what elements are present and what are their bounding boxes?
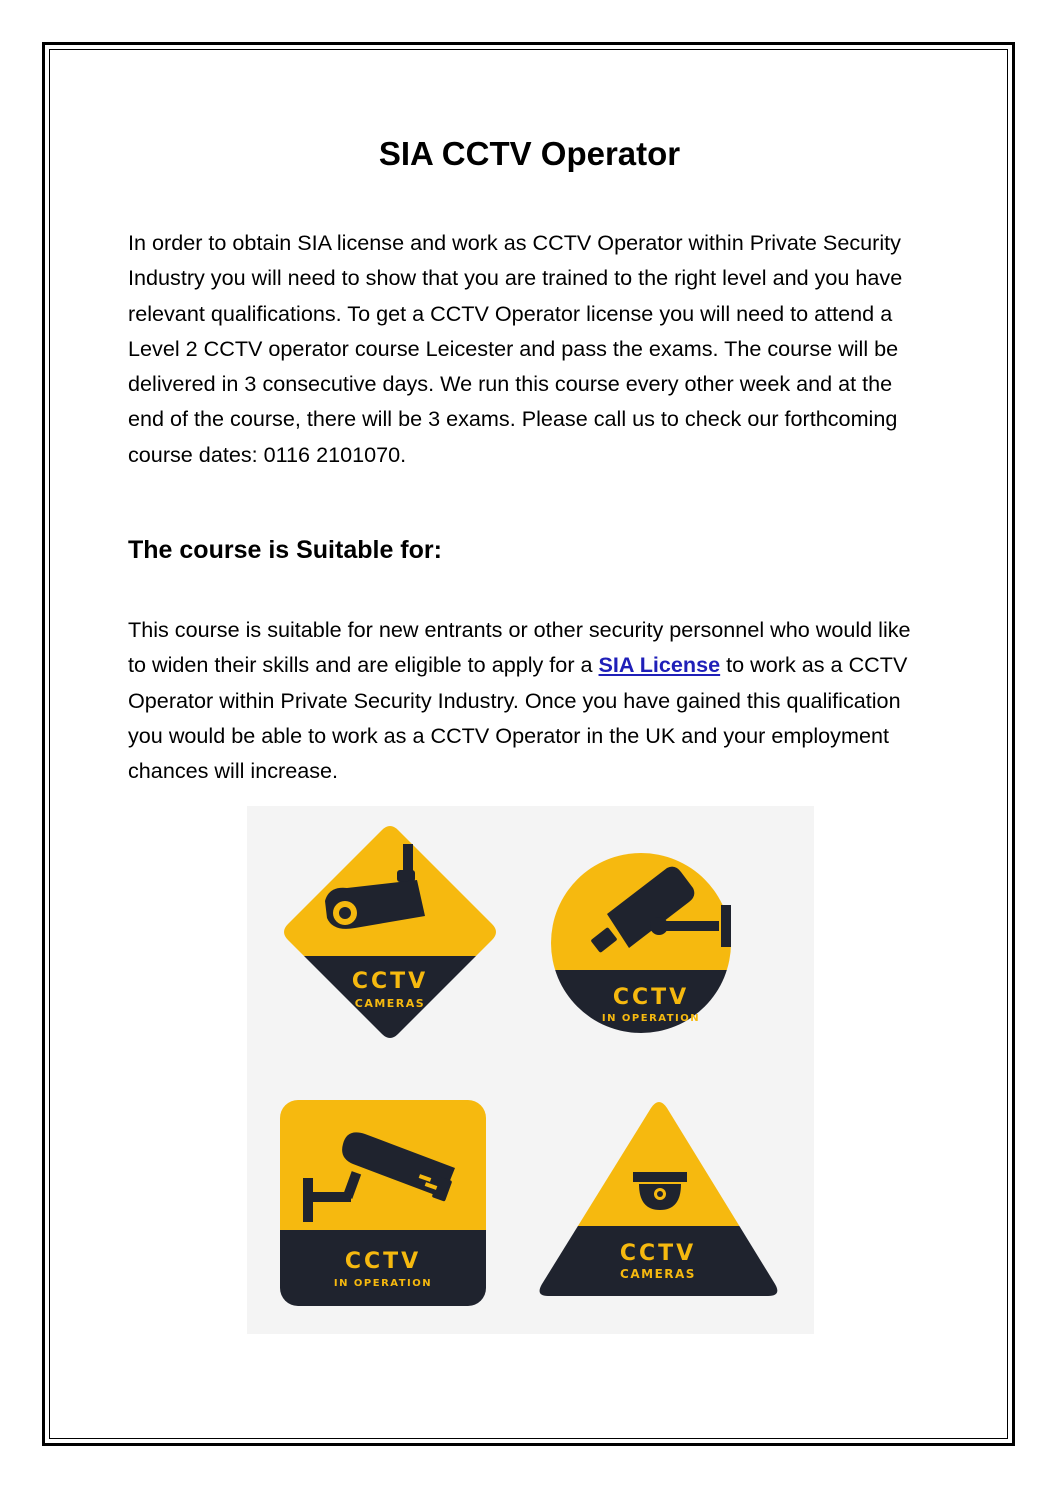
intro-paragraph: In order to obtain SIA license and work as CCTV Operator within Private Security Industry you will need to show that you are trained to the right level and you have relevant qualifications. To get a CCTV Operator license you will need to attend a Level 2 CCTV operator course Leicester and pass the exams. The course will be delivered in 3 consecutive days. We run this course every other week and at the end of the course, there will be 3 exams. Please call us to check our forthcoming course dates: 0116 2101070. — [128, 230, 903, 467]
cctv-signs-image — [247, 806, 814, 1334]
sign-rounded-square — [280, 1100, 486, 1306]
sign-triangle-line1: CCTV — [619, 1241, 697, 1266]
section-heading: The course is Suitable for: — [128, 536, 442, 564]
sign-diamond-line2: CAMERAS — [354, 997, 426, 1010]
sign-triangle — [527, 1086, 787, 1306]
page-title: SIA CCTV Operator — [378, 135, 681, 172]
sign-triangle-line2: CAMERAS — [620, 1267, 696, 1281]
sign-square-line2: IN OPERATION — [333, 1278, 433, 1289]
sign-circle-line2: IN OPERATION — [601, 1013, 701, 1024]
suitable-paragraph — [128, 612, 928, 788]
sia-license-link[interactable]: SIA License — [598, 652, 721, 678]
suitable-text-after-link: to work as a CCTV Operator within Private Security Industry. Once you have gained this qualification you would be able to work as a CCTV Operator in the UK and your employment chances will increase. — [128, 652, 908, 784]
sign-diamond — [277, 816, 507, 1056]
sign-circle — [547, 846, 737, 1040]
sign-square-line1: CCTV — [344, 1249, 422, 1274]
suitable-text-before-link: This course is suitable for new entrants or other security personnel who would like to widen their skills and are eligible to apply for a — [128, 617, 911, 678]
sign-circle-line1: CCTV — [612, 985, 690, 1010]
sign-diamond-line1: CCTV — [351, 969, 429, 994]
